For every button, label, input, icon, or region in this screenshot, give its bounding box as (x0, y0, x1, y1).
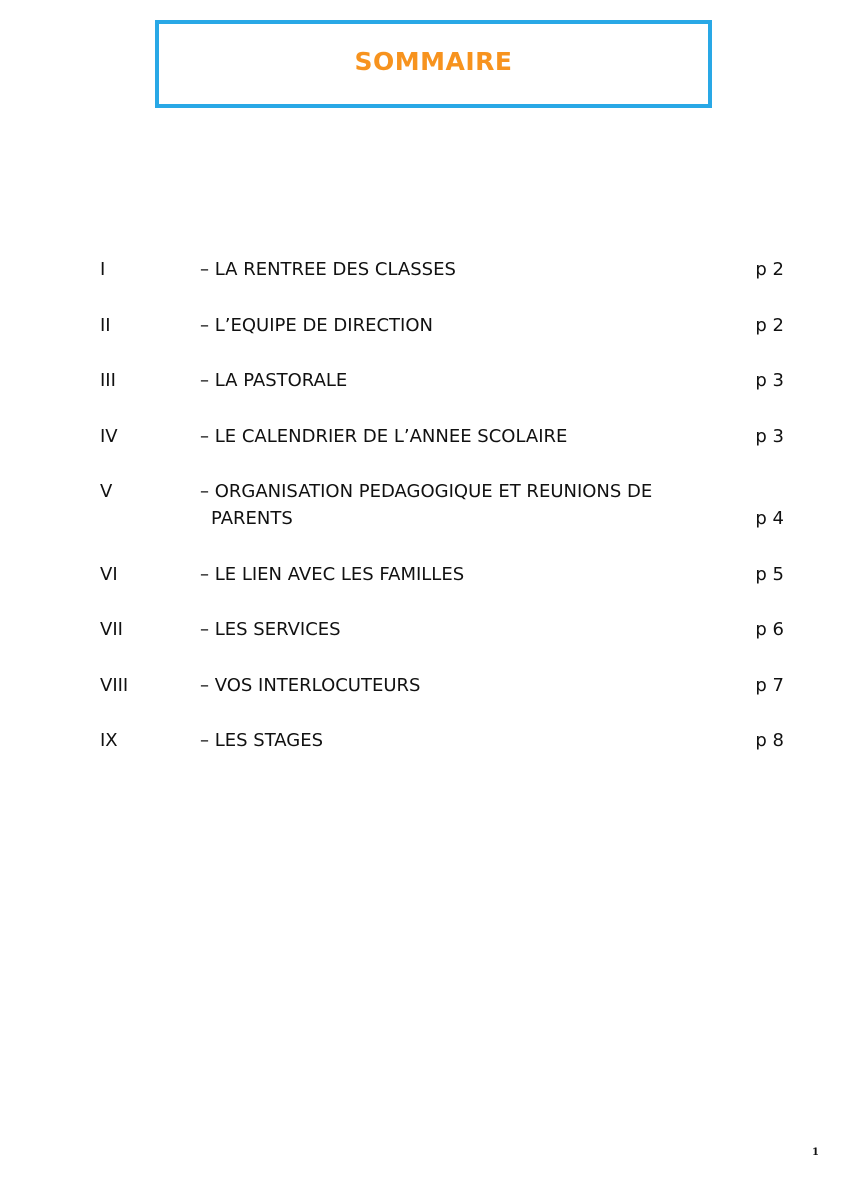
toc-numeral: V (100, 481, 113, 502)
toc-numeral: VII (100, 619, 123, 640)
toc-entry-body (200, 367, 786, 394)
toc-line (200, 423, 786, 450)
toc-entry-body (200, 478, 786, 532)
toc-title: – VOS INTERLOCUTEURS (200, 674, 421, 696)
toc-line (200, 505, 786, 532)
toc-title: – ORGANISATION PEDAGOGIQUE ET REUNIONS DE (200, 481, 653, 502)
toc-numeral: III (100, 370, 116, 391)
toc-page-ref: p 6 (755, 619, 784, 640)
page-number: 1 (812, 1147, 819, 1158)
toc-entry-body (200, 672, 786, 699)
toc-page-ref: p 2 (755, 259, 784, 280)
toc-entry (100, 672, 786, 699)
toc-entry (100, 727, 786, 754)
toc-entry (100, 423, 786, 450)
toc-page-ref: p 4 (755, 508, 784, 529)
toc-page-ref: p 5 (755, 563, 784, 585)
table-of-contents (100, 256, 786, 783)
toc-title: – LES STAGES (200, 730, 324, 751)
toc-numeral: IX (100, 730, 118, 751)
toc-entry (100, 256, 786, 283)
toc-entry-body (200, 561, 786, 588)
toc-entry-body (200, 727, 786, 754)
toc-entry-body (200, 616, 786, 643)
title-box (155, 20, 712, 108)
toc-numeral: VIII (100, 674, 129, 696)
toc-entry-body (200, 423, 786, 450)
toc-title: – L’EQUIPE DE DIRECTION (200, 314, 433, 336)
toc-page-ref: p 3 (755, 370, 784, 391)
toc-title: – LA PASTORALE (200, 370, 348, 391)
toc-entry (100, 367, 786, 394)
toc-line (200, 672, 786, 699)
toc-entry (100, 312, 786, 339)
toc-entry (100, 616, 786, 643)
toc-numeral: II (100, 314, 111, 336)
toc-line (200, 367, 786, 394)
toc-title: – LE LIEN AVEC LES FAMILLES (200, 563, 465, 585)
toc-title: – LA RENTREE DES CLASSES (200, 259, 456, 280)
toc-line (200, 256, 786, 283)
toc-numeral: IV (100, 425, 118, 447)
page-title: SOMMAIRE (354, 46, 513, 76)
toc-page-ref: p 7 (755, 674, 784, 696)
toc-title: – LE CALENDRIER DE L’ANNEE SCOLAIRE (200, 425, 568, 447)
toc-entry-body (200, 312, 786, 339)
toc-page-ref: p 2 (755, 314, 784, 336)
toc-line (200, 616, 786, 643)
toc-entry-body (200, 256, 786, 283)
toc-entry (100, 561, 786, 588)
toc-numeral: VI (100, 563, 118, 585)
toc-page-ref: p 3 (755, 425, 784, 447)
toc-line (200, 561, 786, 588)
toc-line (200, 727, 786, 754)
toc-entry (100, 478, 786, 532)
toc-page-ref: p 8 (755, 730, 784, 751)
toc-numeral: I (100, 259, 106, 280)
toc-line (200, 478, 786, 505)
toc-line (200, 312, 786, 339)
toc-title: – LES SERVICES (200, 619, 341, 640)
toc-title: PARENTS (211, 508, 293, 529)
